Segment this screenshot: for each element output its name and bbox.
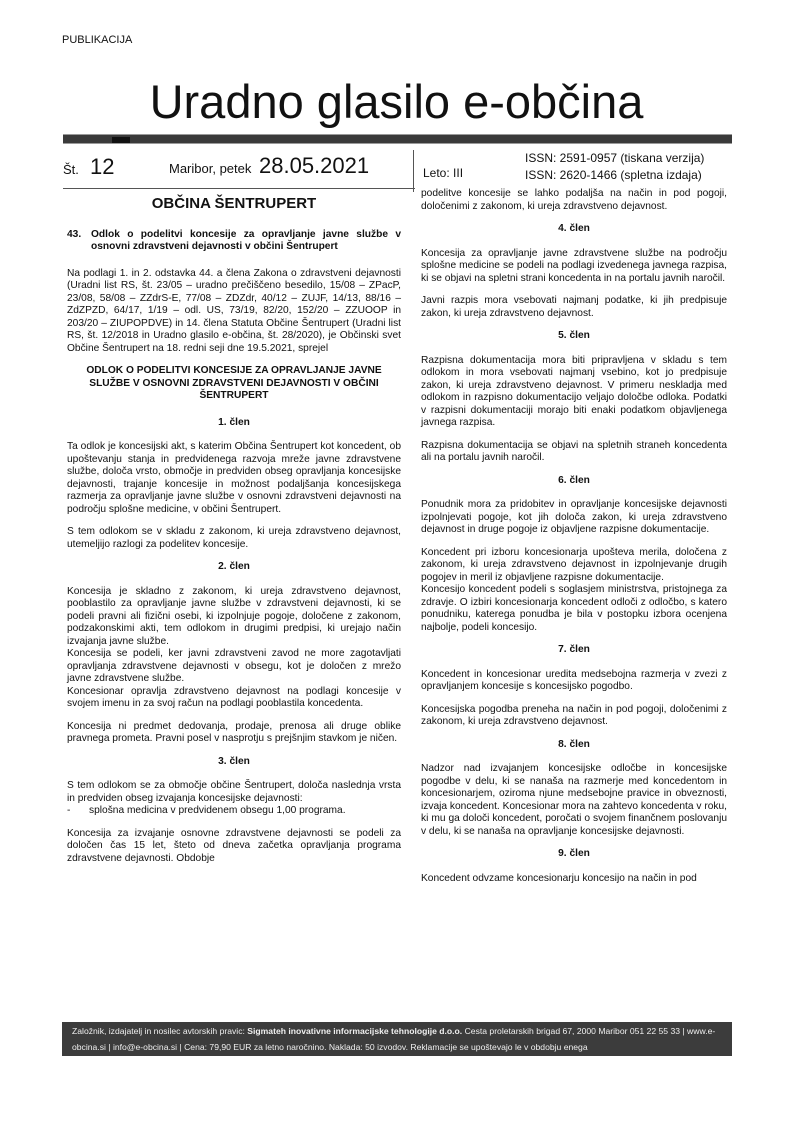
clen-5-heading: 5. člen bbox=[558, 330, 590, 341]
footer-address: Cesta proletarskih brigad 67, 2000 Maribor 051 22 55 33 | bbox=[464, 1026, 685, 1036]
header-underline bbox=[63, 188, 415, 189]
footer-bar bbox=[62, 1022, 732, 1056]
clen-9-heading: 9. člen bbox=[558, 848, 590, 859]
continued-paragraph: podelitve koncesije se lahko podaljša na način in pod pogoji, določenimi z zakonom, ki ureja zdravstveno dejavnost. bbox=[421, 188, 727, 212]
municipality-heading: OBČINA ŠENTRUPERT bbox=[151, 195, 317, 212]
clen-4-paragraph: Koncesija za opravljanje javne zdravstvene službe na področju splošne medicine se podeli na podlagi izvedenega javnega razpisa, ki se objavi na spletni strani koncedenta in na portalu javnih naročil. bbox=[421, 247, 727, 284]
clen-6-paragraph: Koncedent pri izboru koncesionarja upošteva merila, določena z zakonom, ki ureja zdravstveno dejavnost in izpolnjevanje drugih pogojev in meril iz objavljene razpisne dokumentacije. bbox=[421, 546, 727, 583]
publication-label: PUBLIKACIJA bbox=[62, 34, 133, 46]
clen-6-heading: 6. člen bbox=[558, 474, 590, 486]
clen-6-paragraph: Ponudnik mora za pridobitev in opravljanje koncesijske dejavnosti izpolnjevati pogoje, kot jih določa zakon, ki ureja zdravstveno dejavnost in druge pogoje iz objavljene razpisne dokumentacije. bbox=[421, 499, 727, 535]
article-title: Odlok o podelitvi koncesije za opravljanje javne službe v osnovni zdravstveni dejavnosti v občini Šentrupert bbox=[91, 228, 401, 252]
clen-6-paragraph: Koncesijo koncedent podeli s soglasjem ministrstva, pristojnega za zdravje. O izbiri koncesionarja koncedent odloči z odločbo, s katero ponudniku, katerega ponudba je bila v postopku izbora ocenjena najbolje, podeli koncesijo. bbox=[421, 584, 727, 633]
clen-7-paragraph: Koncedent in koncesionar uredita medsebojna razmerja v zvezi z opravljanjem koncesije s koncesijsko pogodbo. bbox=[421, 668, 727, 692]
column-divider bbox=[413, 150, 414, 192]
issn-print: ISSN: 2591-0957 (tiskana verzija) bbox=[525, 151, 705, 165]
footer-email-link[interactable]: info@e-obcina.si bbox=[112, 1042, 178, 1052]
clen-4-paragraph: Javni razpis mora vsebovati najmanj podatke, ki jih predpisuje zakon, ki ureja zdravstveno dejavnost. bbox=[421, 295, 727, 319]
preamble: Na podlagi 1. in 2. odstavka 44. a člena Zakona o zdravstveni dejavnosti (Uradni list RS, št. 23/05 – uradno prečiščeno besedilo, 15/08 – ZPacP, 23/08, 58/08 – ZZdrS-E, 77/08 – ZDZdr, 40/12 – ZUJF, 14/13, 88/16 – ZdZPZD, 64/17, 1/19 – odl. US, 73/19, 82/20, 152/20 – ZZUOOP in 203/20 – ZIUPOPDVE) in 14. člena Statuta Občine Šentrupert (Uradni list RS, št. 12/2018 in Uradno glasilo e-občina, št. 28/2020), je Občinski svet Občine Šentrupert na 18. redni seji dne 19.5.2021, sprejel bbox=[67, 267, 401, 354]
decree-title: ODLOK O PODELITVI KONCESIJE ZA OPRAVLJANJE JAVNE SLUŽBE V OSNOVNI ZDRAVSTVENI DEJAVNOSTI V OBČINI ŠENTRUPERT bbox=[86, 365, 382, 401]
issue-date: 28.05.2021 bbox=[259, 153, 370, 178]
clen-1-paragraph: S tem odlokom se v skladu z zakonom, ki ureja zdravstveno dejavnost, utemeljijo razlogi za podelitev koncesije. bbox=[67, 526, 401, 550]
right-column bbox=[421, 188, 727, 895]
clen-1-heading: 1. člen bbox=[218, 416, 250, 428]
clen-7-heading: 7. člen bbox=[558, 644, 590, 655]
clen-2-heading: 2. člen bbox=[218, 561, 250, 572]
issue-place: Maribor, petek bbox=[169, 161, 252, 176]
clen-2-paragraph: Koncesija se podeli, ker javni zdravstveni zavod ne more zagotavljati opravljanja zdravstvene dejavnosti v obsegu, kot je določen z mrežo javne zdravstvene službe. bbox=[67, 648, 401, 684]
masthead-rule-accent bbox=[112, 137, 130, 143]
clen-2-paragraph: Koncesionar opravlja zdravstveno dejavnost na podlagi koncesije v svojem imenu in za svoj račun na podlagi pooblastila koncedenta. bbox=[67, 685, 401, 709]
clen-5-paragraph: Razpisna dokumentacija mora biti pripravljena v skladu s tem odlokom in mora vsebovati najmanj vsebino, kot jo predpisuje zakon, ki ureja zdravstveno dejavnost. V primeru neskladja med odlokom in razpisno dokumentacijo veljajo določbe odloka. Podatki v razpisni dokumentaciji morajo biti enaki podatkom objavljenega javnega razpisa. bbox=[421, 354, 727, 428]
left-column bbox=[67, 194, 401, 875]
footer-publisher-label: Založnik, izdajatelj in nosilec avtorskih pravic: bbox=[72, 1026, 245, 1036]
clen-5-paragraph: Razpisna dokumentacija se objavi na spletnih straneh koncedenta ali na portalu javnih naročil. bbox=[421, 439, 727, 463]
clen-9-paragraph: Koncedent odvzame koncesionarju koncesijo na način in pod bbox=[421, 872, 697, 884]
clen-2-paragraph: Koncesija ni predmet dedovanja, prodaje, prenosa ali druge oblike pravnega prometa. Pravni posel v nasprotju s prejšnjim stavkom je ničen. bbox=[67, 720, 401, 744]
clen-8-paragraph: Nadzor nad izvajanjem koncesijske odločbe in koncesijske pogodbe v delu, ki se nanaša na razmerje med koncedentom in koncesionarjem, oziroma njune medsebojne pravice in obveznosti, izvaja koncedent. Koncesionar mora na zahtevo koncedenta v roku, ki mu ga določi koncedent, poročati o svojem finančnem poslovanju v delu, ki se nanaša na opravljanje koncesijske dejavnosti. bbox=[421, 763, 727, 837]
clen-7-paragraph: Koncesijska pogodba preneha na način in pod pogoji, določenimi z zakonom, ki ureja zdravstveno dejavnost. bbox=[421, 703, 727, 727]
clen-8-heading: 8. člen bbox=[558, 738, 590, 750]
masthead-title: Uradno glasilo e-občina bbox=[149, 75, 644, 128]
list-item bbox=[67, 805, 401, 818]
clen-3-heading: 3. člen bbox=[218, 755, 250, 767]
article-heading bbox=[67, 229, 401, 254]
issn-web: ISSN: 2620-1466 (spletna izdaja) bbox=[525, 168, 702, 182]
footer-company: Sigmateh inovativne informacijske tehnologije d.o.o. bbox=[247, 1026, 463, 1036]
clen-3-paragraph: S tem odlokom se za območje občine Šentrupert, določa naslednja vrsta in predviden obseg izvajanja koncesijske dejavnosti: bbox=[67, 780, 401, 804]
issue-number: 12 bbox=[90, 154, 115, 179]
footer-details: | Cena: 79,90 EUR za letno naročnino. Naklada: 50 izvodov. Reklamacije se upoštevajo le v obdobju enega bbox=[179, 1042, 588, 1052]
bullet-dash: - bbox=[67, 805, 71, 816]
issue-year: Leto: III bbox=[423, 166, 464, 180]
article-number: 43. bbox=[67, 228, 82, 240]
clen-4-heading: 4. člen bbox=[558, 223, 590, 234]
issue-label: Št. bbox=[63, 162, 79, 177]
clen-3-paragraph: Koncesija za izvajanje osnovne zdravstvene dejavnosti se podeli za določen čas 15 let, šteto od dneva začetka opravljanja programa zdravstvene dejavnosti. Obdobje bbox=[67, 827, 401, 864]
issue-info-row bbox=[63, 150, 732, 188]
clen-2-paragraph: Koncesija je skladno z zakonom, ki ureja zdravstveno dejavnost, pooblastilo za opravljanje javne službe v zdravstveni dejavnosti, ki se podeli pravni ali fizični osebi, ki izpolnjuje pogoje, določene z zakonom, podzakonskimi akti, tem odlokom in drugimi predpisi, ki urejajo način izvajanja javne službe. bbox=[67, 585, 401, 647]
masthead-rule bbox=[63, 134, 732, 144]
footer-website-link[interactable]: www.e-obcina.si bbox=[72, 1026, 716, 1052]
clen-1-paragraph: Ta odlok je koncesijski akt, s katerim Občina Šentrupert kot koncedent, ob upoštevanju stanja in predvidenega razvoja mreže javne zdravstvene službe, določa vrsto, območje in predviden obseg opravljanja koncesijske dejavnosti, trajanje koncesije in možnost podaljšanja koncesijskega razmerja za opravljanje javne službe v osnovni zdravstveni dejavnosti na področju splošne medicine, v občini Šentrupert. bbox=[67, 441, 401, 515]
footer-separator: | bbox=[108, 1042, 111, 1052]
bullet-text: splošna medicina v predvidenem obsegu 1,00 programa. bbox=[89, 805, 346, 816]
